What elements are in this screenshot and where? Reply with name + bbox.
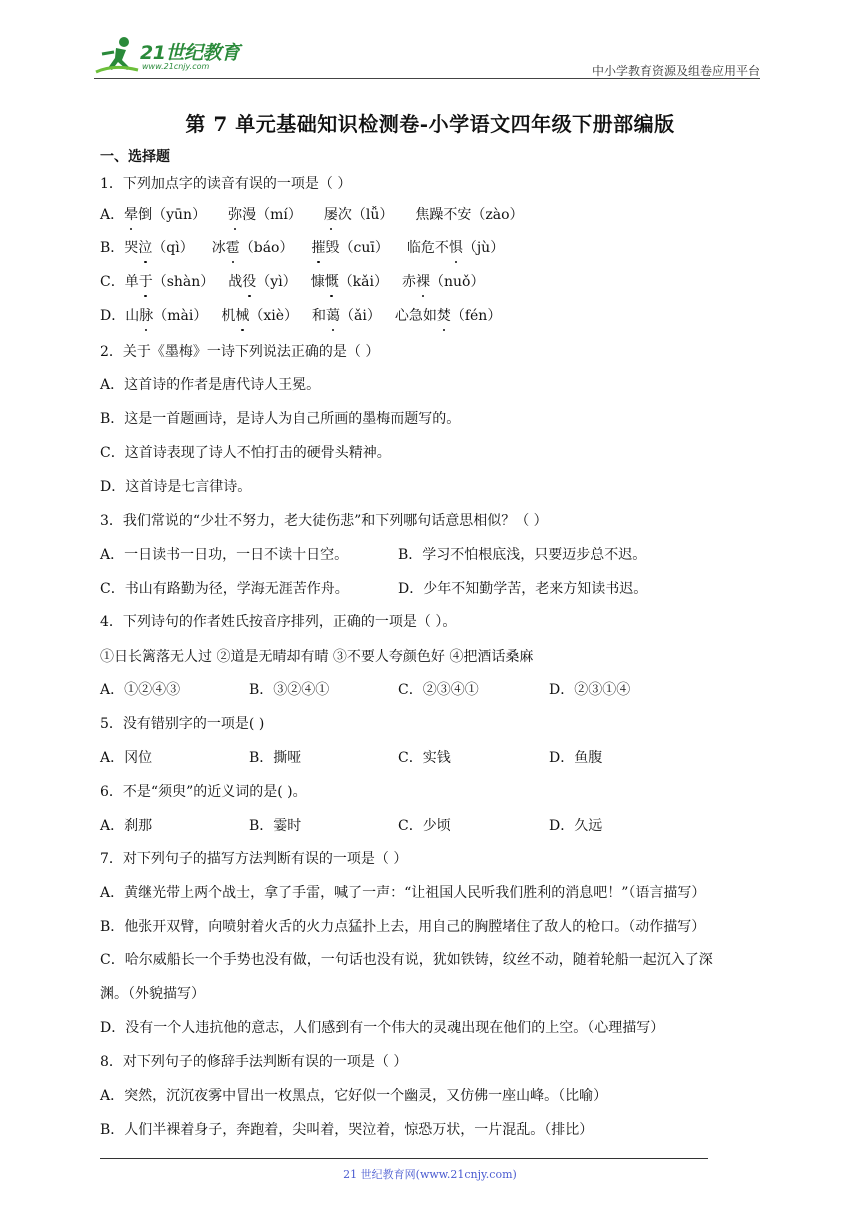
question-6-option-d: D．久远 xyxy=(549,818,603,834)
question-7-stem: 7．对下列句子的描写方法判断有误的一项是（ ） xyxy=(100,851,408,867)
option-text: 漫（mí） xyxy=(242,207,302,223)
option-text: D．山 xyxy=(100,308,140,324)
question-6-option-a: A．刹那 xyxy=(100,818,153,834)
option-text: （ǎi） xyxy=(340,308,381,324)
option-text: （nuǒ） xyxy=(430,274,485,290)
question-4-option-d: D．②③①④ xyxy=(549,682,631,698)
question-7-option-a: A．黄继光带上两个战士，拿了手雷，喊了一声：“让祖国人民听我们胜利的消息吧！”（语言描写） xyxy=(100,885,706,901)
option-text: 毁（cuī） xyxy=(325,240,389,256)
question-5-option-a: A．冈位 xyxy=(100,750,153,766)
question-3-option-c: C．书山有路勤为径，学海无涯苦作舟。 xyxy=(100,581,349,597)
dotted-char: 弥 xyxy=(228,207,243,223)
question-4-option-b: B．③②④① xyxy=(249,682,330,698)
dotted-char: 雹 xyxy=(225,240,240,256)
dotted-char: 于 xyxy=(138,274,153,290)
logo-url: www.21cnjy.com xyxy=(142,62,210,71)
question-6-stem: 6．不是“须臾”的近义词的是( )。 xyxy=(100,784,307,800)
question-3-option-d: D．少年不知勤学苦，老来方知读书迟。 xyxy=(398,581,648,597)
question-7-option-c-continued: 渊。（外貌描写） xyxy=(100,986,205,1002)
option-letter: A． xyxy=(100,207,125,223)
option-text: 和 xyxy=(312,308,327,324)
option-text: 战 xyxy=(228,274,243,290)
option-text: （shàn） xyxy=(152,274,215,290)
option-text: （báo） xyxy=(239,240,294,256)
dotted-char: 焚 xyxy=(436,308,451,324)
question-2-option-d: D．这首诗是七言律诗。 xyxy=(100,479,252,495)
option-text: （fén） xyxy=(450,308,502,324)
question-7-option-c: C．哈尔威船长一个手势也没有做，一句话也没有说，犹如铁铸，纹丝不动，随着轮船一起沉入了深 xyxy=(100,952,713,968)
page-header xyxy=(94,30,760,80)
option-text: 赤 xyxy=(402,274,416,290)
option-text: （kǎi） xyxy=(338,274,388,290)
header-divider xyxy=(94,78,760,79)
option-text: （xiè） xyxy=(249,308,299,324)
question-4-option-a: A．①②④③ xyxy=(100,682,181,698)
option-text: C．单 xyxy=(100,274,139,290)
runner-logo-icon xyxy=(94,34,140,78)
footer-divider xyxy=(100,1158,708,1159)
option-text: 心急如 xyxy=(394,308,437,324)
dotted-char: 屡 xyxy=(323,207,338,223)
option-text: 倒（yūn） xyxy=(138,207,207,223)
dotted-char: 脉 xyxy=(139,308,154,324)
question-2-option-c: C．这首诗表现了诗人不怕打击的硬骨头精神。 xyxy=(100,445,391,461)
question-4-option-c: C．②③④① xyxy=(398,682,479,698)
question-2-option-b: B．这是一首题画诗，是诗人为自己所画的墨梅而题写的。 xyxy=(100,411,461,427)
dotted-char: 摧 xyxy=(311,240,326,256)
question-1-option-b xyxy=(100,238,504,258)
option-text: （yì） xyxy=(256,274,297,290)
question-5-option-b: B．撕哑 xyxy=(249,750,302,766)
dotted-char: 泣 xyxy=(138,240,153,256)
question-2-option-a: A．这首诗的作者是唐代诗人王冕。 xyxy=(100,377,321,393)
dotted-char: 役 xyxy=(242,274,257,290)
question-4-poems: ①日长篱落无人过 ②道是无晴却有晴 ③不要人夸颜色好 ④把酒话桑麻 xyxy=(100,649,534,665)
option-text: （jù） xyxy=(462,240,505,256)
option-text: 次（lǚ） xyxy=(337,207,394,223)
dotted-char: 裸 xyxy=(416,274,430,290)
platform-name: 中小学教育资源及组卷应用平台 xyxy=(591,64,760,78)
question-1-stem: 1．下列加点字的读音有误的一项是（ ） xyxy=(100,176,352,192)
question-4-stem: 4．下列诗句的作者姓氏按音序排列，正确的一项是（ ）。 xyxy=(100,614,457,630)
option-text: 机 xyxy=(221,308,236,324)
question-3-option-b: B．学习不怕根底浅，只要迈步总不迟。 xyxy=(398,547,647,563)
option-text: 焦躁不安（zào） xyxy=(415,207,524,223)
dotted-char: 械 xyxy=(235,308,250,324)
option-text: （qì） xyxy=(152,240,194,256)
question-7-option-b: B．他张开双臂，向喷射着火舌的火力点猛扑上去，用自己的胸膛堵住了敌人的枪口。（动作描写） xyxy=(100,919,706,935)
option-text: 临危不 xyxy=(406,240,449,256)
question-8-option-a: A．突然，沉沉夜雾中冒出一枚黑点，它好似一个幽灵，又仿佛一座山峰。（比喻） xyxy=(100,1088,608,1104)
question-8-option-b: B．人们半裸着身子，奔跑着，尖叫着，哭泣着，惊恐万状，一片混乱。（排比） xyxy=(100,1122,594,1138)
question-5-option-c: C．实钱 xyxy=(398,750,451,766)
option-text: （mài） xyxy=(153,308,208,324)
site-logo[interactable] xyxy=(94,34,264,78)
question-2-stem: 2．关于《墨梅》一诗下列说法正确的是（ ） xyxy=(100,344,380,360)
option-text: 冰 xyxy=(211,240,226,256)
question-6-option-b: B．霎时 xyxy=(249,818,302,834)
logo-text: 21世纪教育 xyxy=(140,42,240,64)
question-5-stem: 5．没有错别字的一项是( ) xyxy=(100,716,265,732)
page-title: 第 7 单元基础知识检测卷-小学语文四年级下册部编版 xyxy=(185,112,675,136)
section-heading: 一、选择题 xyxy=(100,149,170,165)
question-1-option-c xyxy=(100,272,484,292)
question-8-stem: 8．对下列句子的修辞手法判断有误的一项是（ ） xyxy=(100,1054,408,1070)
question-5-option-d: D．鱼腹 xyxy=(549,750,603,766)
dotted-char: 晕 xyxy=(124,207,139,223)
question-7-option-d: D．没有一个人违抗他的意志，人们感到有一个伟大的灵魂出现在他们的上空。（心理描写） xyxy=(100,1020,665,1036)
dotted-char: 惧 xyxy=(448,240,463,256)
option-text: B．哭 xyxy=(100,240,139,256)
question-1-option-a xyxy=(100,205,524,225)
dotted-char: 慨 xyxy=(324,274,339,290)
footer-link[interactable]: 21 世纪教育网(www.21cnjy.com) xyxy=(343,1168,517,1181)
question-1-option-d xyxy=(100,306,501,326)
option-text: 慷 xyxy=(310,274,325,290)
dotted-char: 蔼 xyxy=(326,308,341,324)
question-3-stem: 3．我们常说的“少壮不努力，老大徒伤悲”和下列哪句话意思相似？（ ） xyxy=(100,513,548,529)
question-3-option-a: A．一日读书一日功，一日不读十日空。 xyxy=(100,547,349,563)
question-6-option-c: C．少顷 xyxy=(398,818,451,834)
